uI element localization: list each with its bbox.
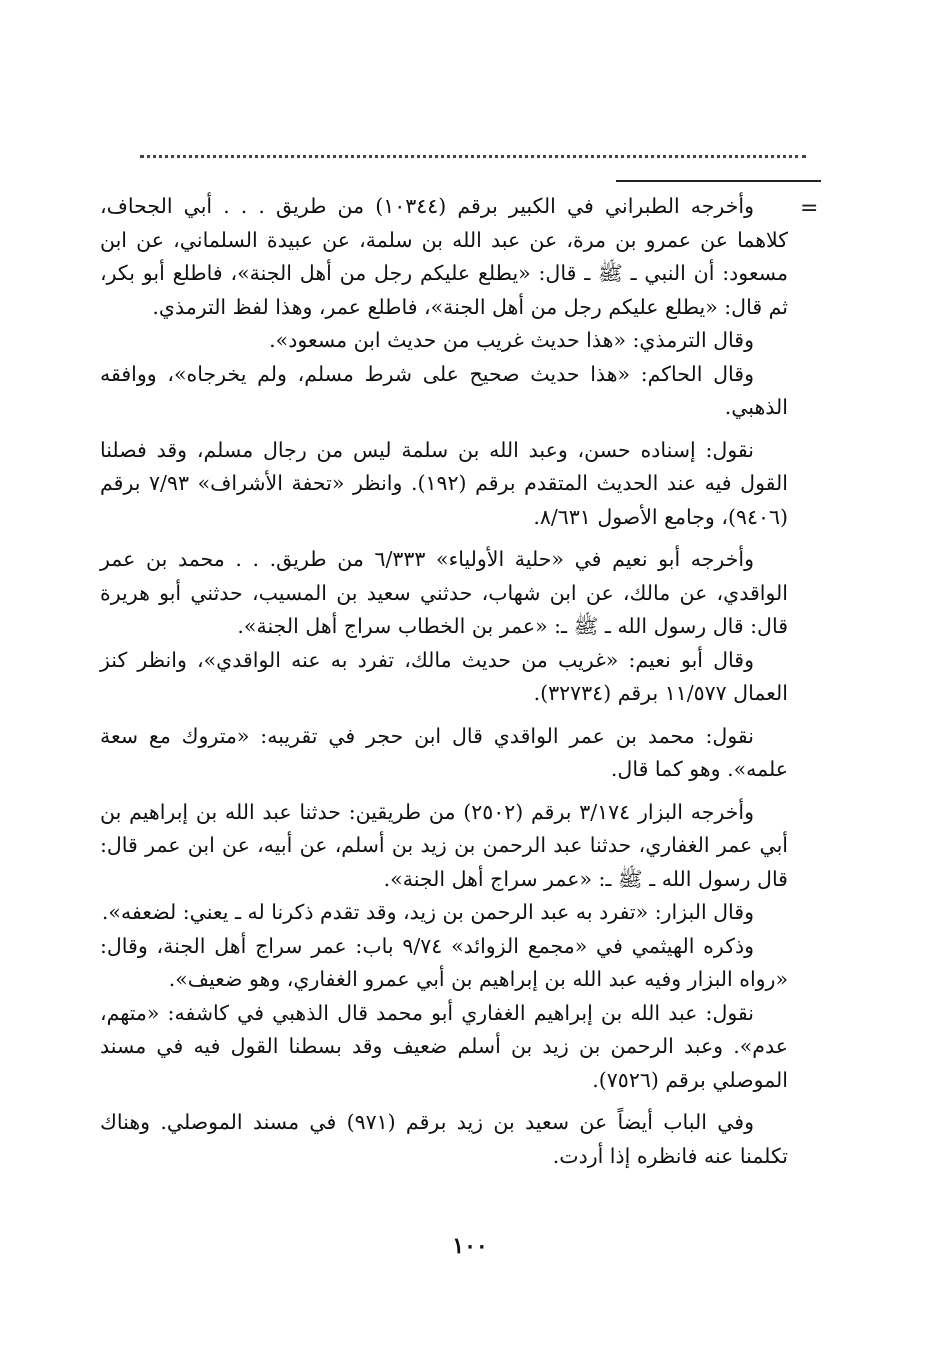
paragraph-tirmidhi: وقال الترمذي: «هذا حديث غريب من حديث ابن مسعود».: [269, 328, 754, 352]
footnote-rule: [616, 180, 821, 182]
page-number: ١٠٠: [452, 1233, 488, 1259]
paragraph-waqidi: نقول: محمد بن عمر الواقدي قال ابن حجر في تقريبه: «متروك مع سعة علمه». وهو كما قال.: [100, 723, 788, 781]
paragraph-bazzar: وأخرجه البزار ٣/١٧٤ برقم (٢٥٠٢) من طريقين: حدثنا عبد الله بن إبراهيم بن أبي عمر الغفاري، حدثنا عبد الرحمن بن زيد بن أسلم، عن أبيه، عن ابن عمر قال: قال رسول الله ـ ﷺ ـ: «عمر سراج أهل الجنة».: [100, 799, 788, 891]
paragraph-tabarani: وأخرجه الطبراني في الكبير برقم (١٠٣٤٤) من طريق . . . أبي الجحاف، كلاهما عن عمرو بن مرة، عن عبد الله بن سلمة، عن عبيدة السلماني، عن ابن مسعود: أن النبي ـ ﷺ ـ قال: «يطلع عليكم رجل من أهل الجنة»، فاطلع أبو بكر، ثم قال: «يطلع عليكم رجل من أهل الجنة»، فاطلع عمر، وهذا لفظ الترمذي.: [100, 194, 788, 319]
paragraph-hakim: وقال الحاكم: «هذا حديث صحيح على شرط مسلم، ولم يخرجاه»، ووافقه الذهبي.: [100, 361, 788, 419]
dotted-separator: [140, 148, 806, 158]
paragraph-fil-bab: وفي الباب أيضاً عن سعيد بن زيد برقم (٩٧١) في مسند الموصلي. وهناك تكلمنا عنه فانظره إذا أردت.: [100, 1110, 788, 1168]
paragraph-abu-nuaym: وأخرجه أبو نعيم في «حلية الأولياء» ٦/٣٣٣ من طريق. . . محمد بن عمر الواقدي، عن مالك، عن ابن شهاب، حدثني سعيد بن المسيب، حدثني أبو هريرة قال: قال رسول الله ـ ﷺ ـ: «عمر بن الخطاب سراج أهل الجنة».: [100, 547, 788, 638]
paragraph-abu-nuaym-comment: وقال أبو نعيم: «غريب من حديث مالك، تفرد به عنه الواقدي»، وانظر كنز العمال ١١/٥٧٧ برقم (٣٢٧٣٤).: [100, 647, 788, 705]
paragraph-haythami: وذكره الهيثمي في «مجمع الزوائد» ٩/٧٤ باب: عمر سراج أهل الجنة، وقال: «رواه البزار وفيه عبد الله بن إبراهيم بن أبي عمرو الغفاري، وهو ضعيف».: [100, 933, 788, 991]
paragraph-ghifari: نقول: عبد الله بن إبراهيم الغفاري أبو محمد قال الذهبي في كاشفه: «متهم، عدم». وعبد الرحمن بن زيد بن أسلم ضعيف وقد بسطنا القول فيه في مسند الموصلي برقم (٧٥٢٦).: [100, 1000, 788, 1092]
continuation-mark: =: [800, 196, 819, 221]
paragraph-isnad-hasan: نقول: إسناده حسن، وعبد الله بن سلمة ليس من رجال مسلم، وقد فصلنا القول فيه عند الحديث المتقدم برقم (١٩٢). وانظر «تحفة الأشراف» ٧/٩٣ برقم (٩٤٠٦)، وجامع الأصول ٨/٦٣١.: [100, 437, 788, 529]
footnote-text: [100, 190, 788, 1182]
paragraph-bazzar-comment: وقال البزار: «تفرد به عبد الرحمن بن زيد، وقد تقدم ذكرنا له ـ يعني: لضعفه».: [101, 900, 754, 924]
